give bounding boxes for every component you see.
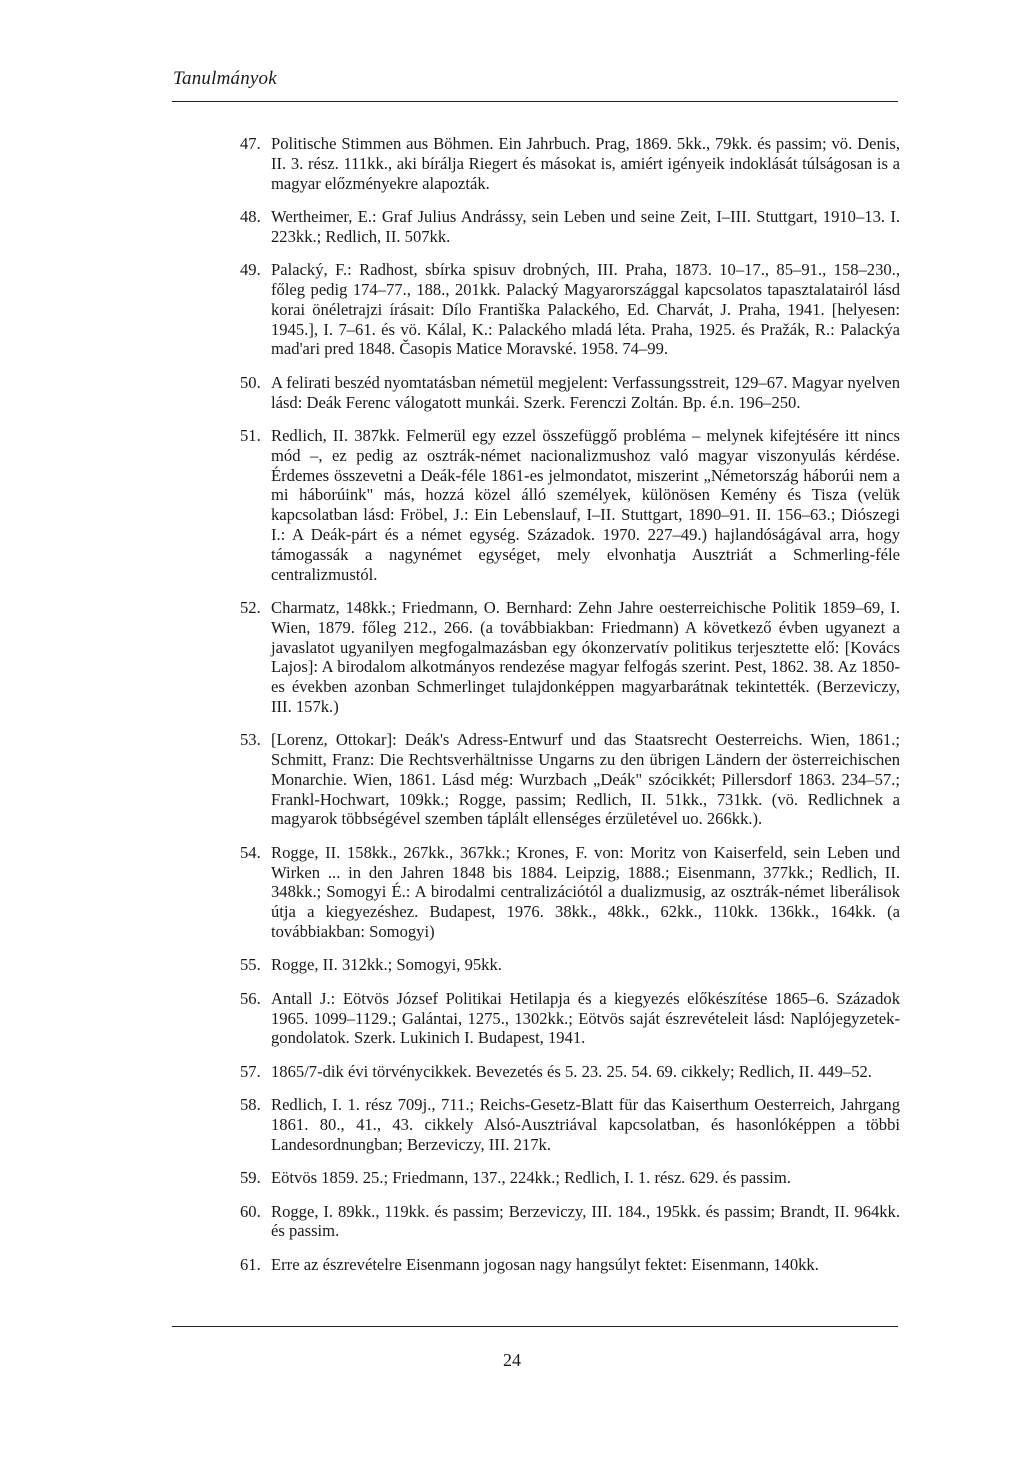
note-text: Redlich, II. 387kk. Felmerül egy ezzel összefüggő probléma – melynek kifejtésére itt nincs mód –, ez pedig az osztrák-német nacionalizmushoz való magyar viszonyulás kérdése. Érdemes összevetni a Deák-féle 1861-es jelmondatot, miszerint „Németország háborúi nem a mi háborúink" más, hozzá közel álló személyek, különösen Kemény és Tisza (velük kapcsolatban lásd: Fröbel, J.: Ein Lebenslauf, I–II. Stuttgart, 1890–91. II. 156–63.; Diószegi I.: A Deák-párt és a német egység. Századok. 1970. 227–49.) hajlandóságával arra, hogy támogassák a nagynémet egységet, mely elvonhatja Ausztriát a Schmerling-féle centralizmustól.	[271, 425, 900, 584]
note-number: 50.	[240, 372, 261, 392]
note-number: 51.	[240, 425, 261, 445]
endnote-59	[240, 1168, 900, 1188]
note-text: Redlich, I. 1. rész 709j., 711.; Reichs-Gesetz-Blatt für das Kaiserthum Oesterreich, Jahrgang 1861. 80., 41., 43. cikkely Alsó-Ausztriával kapcsolatban, és hasonlóképpen a többi Landesordnungban; Berzeviczy, III. 217k.	[271, 1095, 900, 1154]
endnote-51	[240, 426, 900, 584]
note-text: Rogge, II. 312kk.; Somogyi, 95kk.	[271, 955, 502, 975]
header-divider	[172, 101, 898, 102]
note-text: Erre az észrevételre Eisenmann jogosan nagy hangsúlyt fektet: Eisenmann, 140kk.	[271, 1254, 819, 1274]
note-number: 53.	[240, 730, 261, 750]
note-number: 60.	[240, 1201, 261, 1221]
note-text: A felirati beszéd nyomtatásban németül megjelent: Verfassungsstreit, 129–67. Magyar nyelven lásd: Deák Ferenc válogatott munkái. Szerk. Ferenczi Zoltán. Bp. é.n. 196–250.	[271, 372, 900, 412]
endnote-56	[240, 989, 900, 1048]
note-number: 57.	[240, 1061, 261, 1081]
note-number: 54.	[240, 842, 261, 862]
endnote-48	[240, 207, 900, 247]
endnotes-list	[240, 134, 900, 1288]
endnote-60	[240, 1202, 900, 1242]
note-number: 59.	[240, 1168, 261, 1188]
note-text: 1865/7-dik évi törvénycikkek. Bevezetés és 5. 23. 25. 54. 69. cikkely; Redlich, II. 449–52.	[271, 1061, 872, 1081]
note-text: Wertheimer, E.: Graf Julius Andrássy, sein Leben und seine Zeit, I–III. Stuttgart, 1910–13. I. 223kk.; Redlich, II. 507kk.	[271, 206, 900, 246]
note-text: Eötvös 1859. 25.; Friedmann, 137., 224kk.; Redlich, I. 1. rész. 629. és passim.	[271, 1168, 791, 1188]
note-number: 47.	[240, 134, 261, 153]
endnote-57	[240, 1062, 900, 1082]
note-text: Charmatz, 148kk.; Friedmann, O. Bernhard: Zehn Jahre oesterreichische Politik 1859–69, I. Wien, 1879. főleg 212., 266. (a továbbiakban: Friedmann) A következő évben ugyanezt a javaslatot ugyanilyen megfogalmazásban egy ókonzervatív politikus terjesztette elő: [Kovács Lajos]: A birodalom alkotmányos rendezése magyar felfogás szerint. Pest, 1862. 38. Az 1850-es években azonban Schmerlinget tulajdonképpen magyarbarátnak tekintették. (Berzeviczy, III. 157k.)	[271, 597, 900, 716]
note-number: 61.	[240, 1254, 261, 1274]
endnote-53	[240, 730, 900, 829]
note-number: 49.	[240, 260, 261, 280]
footer-divider	[172, 1326, 898, 1327]
note-number: 58.	[240, 1095, 261, 1115]
endnote-50	[240, 373, 900, 413]
note-text: Antall J.: Eötvös József Politikai Hetilapja és a kiegyezés előkészítése 1865–6. Századok 1965. 1099–1129.; Galántai, 1275., 1302kk.; Eötvös saját észrevételeit lásd: Naplójegyzetek-gondolatok. Szerk. Lukinich I. Budapest, 1941.	[271, 988, 900, 1048]
note-text: Politische Stimmen aus Böhmen. Ein Jahrbuch. Prag, 1869. 5kk., 79kk. és passim; vö. Denis, II. 3. rész. 111kk., aki bírálja Riegert és másokat is, amiért igényeik indoklását túlságosan is a magyar előzményekre alapozták.	[271, 134, 900, 193]
note-text: Rogge, I. 89kk., 119kk. és passim; Berzeviczy, III. 184., 195kk. és passim; Brandt, II. 964kk. és passim.	[271, 1201, 900, 1241]
note-text: Rogge, II. 158kk., 267kk., 367kk.; Krones, F. von: Moritz von Kaiserfeld, sein Leben und Wirken ... in den Jahren 1848 bis 1884. Leipzig, 1888.; Eisenmann, 377kk.; Redlich, II. 348kk.; Somogyi É.: A birodalmi centralizációtól a dualizmusig, az osztrák-német liberálisok útja a kiegyezéshez. Budapest, 1976. 38kk., 48kk., 62kk., 110kk. 136kk., 164kk. (a továbbiakban: Somogyi)	[271, 842, 900, 942]
note-number: 52.	[240, 597, 261, 617]
endnote-58	[240, 1095, 900, 1154]
note-text: [Lorenz, Ottokar]: Deák's Adress-Entwurf und das Staatsrecht Oesterreichs. Wien, 1861.; Schmitt, Franz: Die Rechtsverhältnisse Ungarns zu den übrigen Ländern der österreichischen Monarchie. Wien, 1861. Lásd még: Wurzbach „Deák" szócikkét; Pillersdorf 1863. 234–57.; Frankl-Hochwart, 109kk.; Rogge, passim; Redlich, II. 51kk., 731kk. (vö. Redlichnek a magyarok többségével szemben táplált ellenséges érzületével uo. 266kk.).	[271, 730, 900, 829]
endnote-52	[240, 598, 900, 717]
endnote-54	[240, 843, 900, 942]
note-text: Palacký, F.: Radhost, sbírka spisuv drobných, III. Praha, 1873. 10–17., 85–91., 158–230., főleg pedig 174–77., 188., 201kk. Palacký Magyarországgal kapcsolatos tapasztalatairól lásd korai önéletrajzi írásait: Dílo Františka Palackého, Ed. Charvát, J. Praha, 1941. [helyesen: 1945.], I. 7–61. és vö. Kálal, K.: Palackého mladá léta. Praha, 1925. és Pražák, R.: Palackýa mad'ari pred 1848. Časopis Matice Moravské. 1958. 74–99.	[271, 260, 900, 359]
endnote-61	[240, 1255, 900, 1275]
note-number: 48.	[240, 206, 261, 226]
page-number: 24	[503, 1350, 521, 1370]
endnote-49	[240, 260, 900, 359]
note-number: 55.	[240, 955, 261, 975]
running-title: Tanulmányok	[173, 68, 277, 89]
endnote-55	[240, 955, 900, 975]
note-number: 56.	[240, 988, 261, 1008]
endnote-47	[240, 134, 900, 193]
